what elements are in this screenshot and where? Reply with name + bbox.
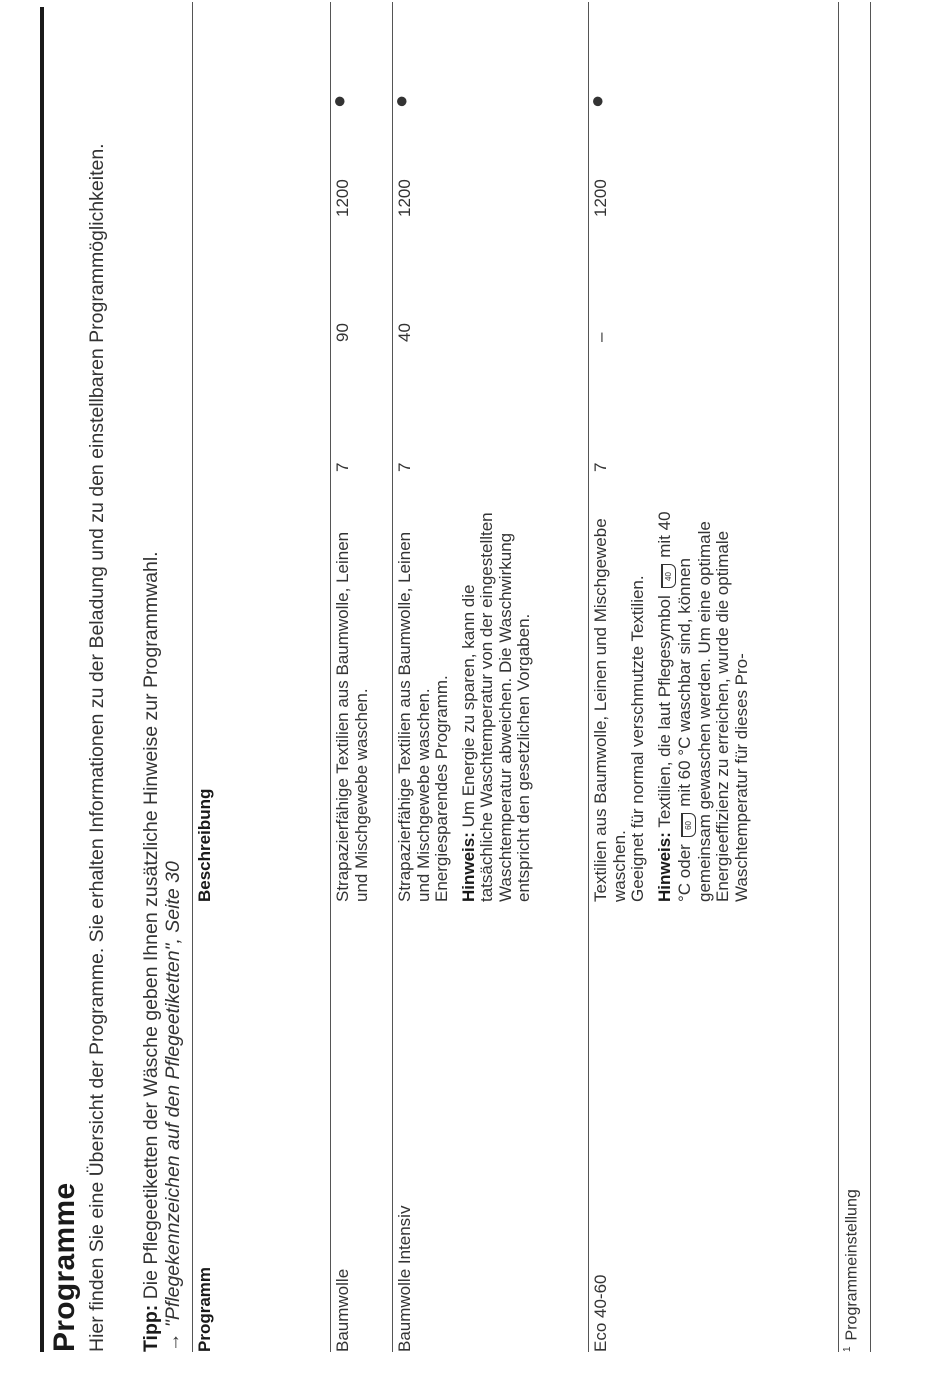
row-eco-load: 7 — [591, 462, 610, 472]
row-rule — [588, 2, 589, 1352]
tip-text: Die Pflegeetiketten der Wäsche geben Ihnen zusätzliche Hinweise zur Programmwahl. — [140, 551, 162, 1305]
wash-60-icon: 60 — [681, 813, 696, 837]
note-text: mit 40 °C oder — [654, 511, 694, 902]
row-baumwolle-intensiv-spin: 1200 — [395, 179, 414, 217]
row-eco-note — [656, 502, 752, 902]
page-bottom-rule — [870, 2, 871, 1352]
row-eco-spin: 1200 — [591, 179, 610, 217]
row-baumwolle-intensiv-desc-text: Strapazierfähige Textilien aus Baumwolle, Leinen und Mischgewebe waschen. — [395, 531, 433, 902]
footnote — [842, 1189, 861, 1352]
row-eco-dot: ● — [584, 94, 609, 108]
tip-label: Tipp: — [140, 1304, 162, 1352]
row-eco-description — [592, 502, 751, 902]
header-program: Programm — [195, 1266, 214, 1352]
intro-text: Hier finden Sie eine Übersicht der Programme. Sie erhalten Informationen zu der Beladung und zu den einstellbaren Programmöglichkeiten. — [86, 143, 108, 1352]
row-rule — [330, 2, 331, 1352]
note-text: Um Energie zu sparen, kann die tatsächliche Waschtemperatur von der eingestellten Waschtemperatur abweichen. Die Waschwirkung entspricht den gesetzlichen Vorgaben. — [458, 512, 533, 902]
note-label: Hinweis: — [458, 832, 478, 902]
note-text: mit 60 °C waschbar sind, können gemeinsam gewaschen werden. Um eine optimale Energieeffizienz zu erreichen, wurde die optimale Waschtemperatur für dieses Pro- — [674, 521, 751, 902]
page-title: Programme — [48, 1182, 81, 1352]
row-eco-name: Eco 40-60 — [591, 1274, 610, 1352]
row-baumwolle-temp: 90 — [333, 323, 352, 342]
row-eco-desc2: Geeignet für normal verschmutzte Textilien. — [628, 575, 647, 902]
wash-40-icon: 40 — [661, 564, 676, 588]
row-baumwolle-intensiv-description — [396, 502, 534, 902]
top-rule — [40, 7, 44, 1352]
note-label: Hinweis: — [654, 832, 674, 902]
footnote-mark: 1 — [842, 1346, 853, 1352]
row-rule — [392, 2, 393, 1352]
tip-paragraph — [140, 62, 184, 1352]
row-baumwolle-intensiv-name: Baumwolle Intensiv — [395, 1205, 414, 1352]
row-eco-temp: – — [591, 332, 610, 342]
header-description: Beschreibung — [195, 788, 214, 902]
row-baumwolle-intensiv-load: 7 — [395, 462, 414, 472]
tip-reference: "Pflegekennzeichen auf den Pflegeetiketten", Seite 30 — [162, 861, 184, 1328]
row-baumwolle-intensiv-note — [460, 502, 534, 902]
row-baumwolle-intensiv-dot: ● — [388, 94, 413, 108]
row-baumwolle-name: Baumwolle — [333, 1268, 352, 1352]
row-baumwolle-intensiv-temp: 40 — [395, 323, 414, 342]
tip-arrow: → — [162, 1327, 184, 1352]
table-top-rule — [192, 2, 193, 1352]
footnote-text: Programmeinstellung — [843, 1189, 861, 1341]
row-baumwolle-desc-text: Strapazierfähige Textilien aus Baumwolle, Leinen und Mischgewebe waschen. — [333, 531, 371, 902]
row-baumwolle-spin: 1200 — [333, 179, 352, 217]
row-baumwolle-description — [334, 502, 371, 902]
row-baumwolle-load: 7 — [333, 462, 352, 472]
row-baumwolle-intensiv-desc2: Energiesparendes Programm. — [432, 675, 451, 902]
note-text: Textilien, die laut Pflegesymbol — [654, 590, 674, 833]
row-baumwolle-dot: ● — [326, 94, 351, 108]
table-bottom-rule — [838, 2, 839, 1352]
row-eco-desc-text: Textilien aus Baumwolle, Leinen und Mischgewebe waschen. — [591, 518, 629, 902]
